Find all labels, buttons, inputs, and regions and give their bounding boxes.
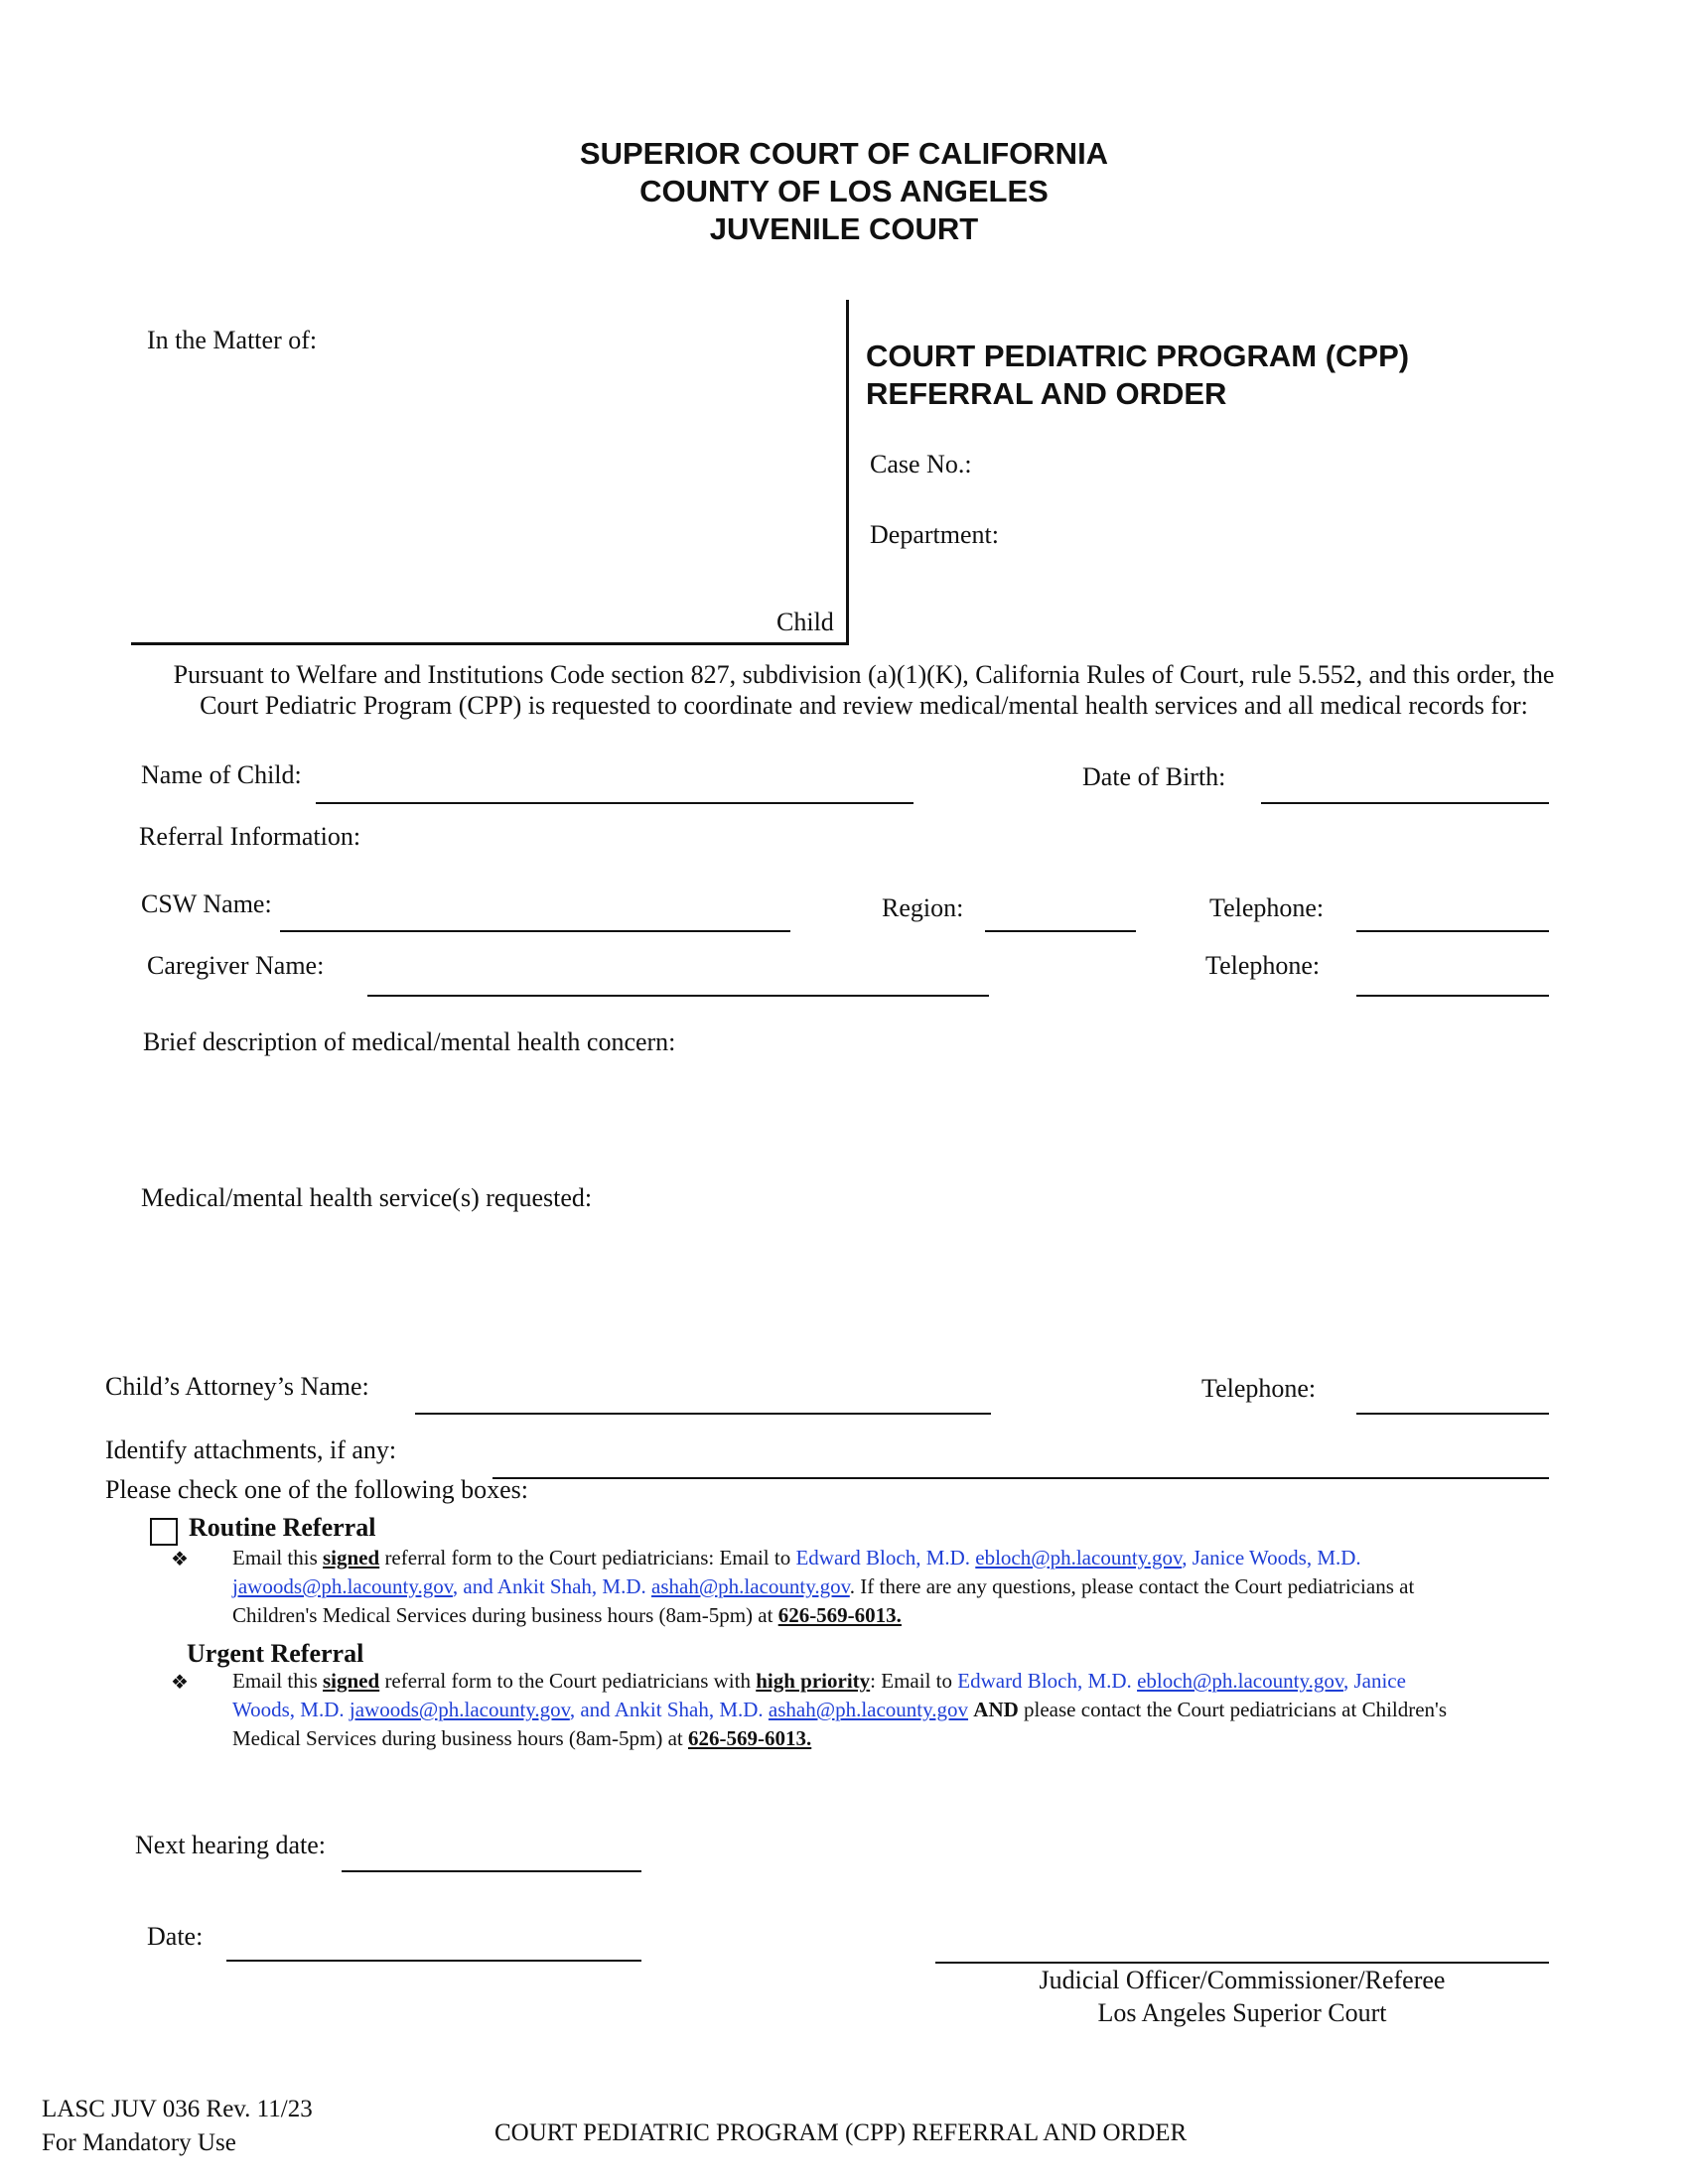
- attorney-name-label: Child’s Attorney’s Name:: [105, 1372, 369, 1401]
- form-title-line-2: REFERRAL AND ORDER: [866, 376, 1227, 411]
- form-title-line-1: COURT PEDIATRIC PROGRAM (CPP): [866, 339, 1410, 373]
- check-boxes-instruction: Please check one of the following boxes:: [105, 1475, 528, 1504]
- attachments-field[interactable]: [492, 1477, 1549, 1479]
- next-hearing-date-field[interactable]: [342, 1870, 641, 1872]
- routine-referral-checkbox[interactable]: [150, 1518, 178, 1546]
- routine-bloch-name: Edward Bloch, M.D.: [795, 1546, 971, 1570]
- intro-line-1: Pursuant to Welfare and Institutions Code section 827, subdivision (a)(1)(K), California Rules of Court, rule 5.552, and this order, the: [173, 660, 1555, 689]
- routine-woods-name: Janice Woods, M.D.: [1192, 1546, 1361, 1570]
- urgent-bullet-icon: ❖: [171, 1670, 189, 1694]
- court-name-line-2: COUNTY OF LOS ANGELES: [639, 174, 1049, 208]
- judicial-officer-label: Judicial Officer/Commissioner/Referee: [1039, 1966, 1446, 1994]
- attorney-telephone-label: Telephone:: [1201, 1374, 1317, 1403]
- routine-referral-title: Routine Referral: [189, 1513, 376, 1542]
- region-field[interactable]: [985, 930, 1136, 932]
- urgent-instructions: Email this signed referral form to the Court pediatricians with high priority: Email to Edward Bloch, M.D. ebloch@ph.lacounty.gov, Janice Woods, M.D. jawoods@ph.lacounty.gov, and Ankit Shah, M.D. ashah@ph.lacounty.gov AND please contact the Court pediatricians at Children's Medical Services during business hours (8am-5pm) at 626-569-6013.: [232, 1669, 1448, 1750]
- intro-line-2: Court Pediatric Program (CPP) is requested to coordinate and review medical/mental health services and all medical records for:: [200, 691, 1528, 720]
- court-name-line-3: JUVENILE COURT: [709, 211, 979, 246]
- date-of-birth-field[interactable]: [1261, 802, 1549, 804]
- routine-shah-name: , and Ankit Shah, M.D.: [452, 1574, 646, 1598]
- date-label: Date:: [147, 1922, 204, 1951]
- csw-telephone-field[interactable]: [1356, 930, 1549, 932]
- region-label: Region:: [882, 893, 964, 922]
- urgent-woods-email-link[interactable]: jawoods@ph.lacounty.gov: [349, 1698, 570, 1721]
- routine-woods-email-link[interactable]: jawoods@ph.lacounty.gov: [232, 1574, 453, 1598]
- urgent-shah-email-link[interactable]: ashah@ph.lacounty.gov: [768, 1698, 969, 1721]
- in-the-matter-of-label: In the Matter of:: [147, 326, 318, 354]
- referral-information-label: Referral Information:: [139, 822, 361, 851]
- caregiver-name-label: Caregiver Name:: [147, 951, 325, 980]
- caption-bottom-rule: [131, 642, 849, 645]
- urgent-bloch-email-link[interactable]: ebloch@ph.lacounty.gov: [1137, 1669, 1343, 1693]
- child-name-label: Name of Child:: [141, 760, 302, 789]
- routine-instructions: Email this signed referral form to the Court pediatricians: Email to Edward Bloch, M.D. ebloch@ph.lacounty.gov, Janice Woods, M.D. jawoods@ph.lacounty.gov, and Ankit Shah, M.D. ashah@ph.lacounty.gov. If there are any questions, please contact the Court pediatricians at Children's Medical Services during business hours (8am-5pm) at 626-569-6013.: [232, 1546, 1415, 1627]
- case-number-label: Case No.:: [870, 450, 972, 478]
- csw-name-field[interactable]: [280, 930, 790, 932]
- date-of-birth-label: Date of Birth:: [1082, 762, 1226, 791]
- urgent-phone: 626-569-6013.: [688, 1726, 812, 1750]
- concern-description-area[interactable]: [143, 1064, 1553, 1173]
- caregiver-telephone-field[interactable]: [1356, 995, 1549, 997]
- caregiver-name-field[interactable]: [367, 995, 989, 997]
- routine-signed-text: signed: [323, 1546, 380, 1570]
- caregiver-telephone-label: Telephone:: [1205, 951, 1321, 980]
- judicial-officer-signature-line[interactable]: [935, 1962, 1549, 1964]
- routine-bullet-icon: ❖: [171, 1547, 189, 1570]
- services-requested-label: Medical/mental health service(s) requested:: [141, 1183, 593, 1212]
- urgent-woods-name: Woods, M.D.: [232, 1698, 345, 1721]
- attachments-label: Identify attachments, if any:: [105, 1435, 397, 1464]
- department-label: Department:: [870, 520, 999, 549]
- child-name-field[interactable]: [316, 802, 914, 804]
- date-field[interactable]: [226, 1960, 641, 1962]
- attorney-name-field[interactable]: [415, 1413, 991, 1415]
- mandatory-use-note: For Mandatory Use: [42, 2129, 236, 2156]
- superior-court-label: Los Angeles Superior Court: [1097, 1998, 1387, 2027]
- form-id: LASC JUV 036 Rev. 11/23: [42, 2096, 313, 2122]
- urgent-bloch-name: Edward Bloch, M.D.: [957, 1669, 1132, 1693]
- attorney-telephone-field[interactable]: [1356, 1413, 1549, 1415]
- child-label: Child: [776, 608, 834, 636]
- csw-telephone-label: Telephone:: [1209, 893, 1325, 922]
- routine-shah-email-link[interactable]: ashah@ph.lacounty.gov: [651, 1574, 850, 1598]
- routine-phone: 626-569-6013.: [777, 1603, 902, 1627]
- court-name-line-1: SUPERIOR COURT OF CALIFORNIA: [579, 136, 1109, 171]
- concern-description-label: Brief description of medical/mental health concern:: [143, 1027, 676, 1056]
- urgent-signed-text: signed: [323, 1669, 380, 1693]
- services-requested-area[interactable]: [141, 1221, 1551, 1360]
- footer-form-title: COURT PEDIATRIC PROGRAM (CPP) REFERRAL AND ORDER: [494, 2119, 1188, 2146]
- next-hearing-date-label: Next hearing date:: [135, 1831, 327, 1859]
- urgent-high-priority-text: high priority: [756, 1669, 871, 1693]
- urgent-shah-name: , and Ankit Shah, M.D.: [569, 1698, 764, 1721]
- urgent-referral-title: Urgent Referral: [187, 1639, 364, 1668]
- csw-name-label: CSW Name:: [141, 889, 272, 918]
- routine-bloch-email-link[interactable]: ebloch@ph.lacounty.gov: [975, 1546, 1183, 1570]
- caption-vertical-rule: [846, 300, 849, 645]
